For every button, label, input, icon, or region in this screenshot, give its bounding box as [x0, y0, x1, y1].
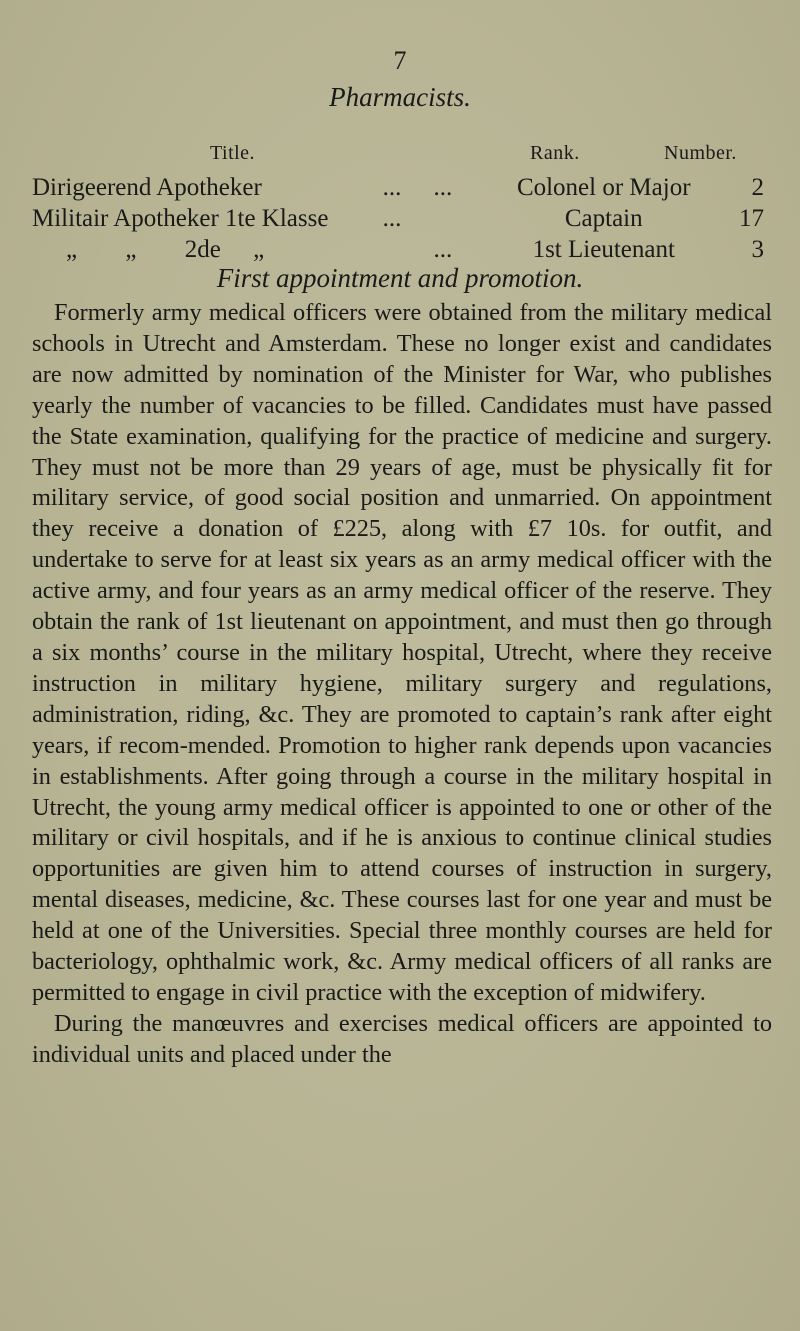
table-row [32, 234, 772, 265]
title-cell: Militair Apotheker 1te Klasse [32, 205, 329, 232]
column-header-number: Number. [664, 142, 737, 164]
paragraph: Formerly army medical officers were obtained from the military medical schools in Utrecht and Amsterdam. These no longer exist and candidates are now admitted by nomination of the Minister for War, who publishes yearly the number of vacancies to be filled. Candidates must have passed the State examination, qualifying for the practice of medicine and surgery. They must not be more than 29 years of age, must be physically fit for military service, of good social position and unmarried. On appointment they receive a donation of £225, along with £7 10s. for outfit, and undertake to serve for at least six years as an army medical officer with the active army, and four years as an army medical officer of the reserve. They obtain the rank of 1st lieutenant on appointment, and must then go through a six months’ course in the military hospital, Utrecht, where they receive instruction in military hygiene, military surgery and regulations, administration, riding, &c. They are promoted to captain’s rank after eight years, if recom-mended. Promotion to higher rank depends upon vacancies in establishments. After going through a course in the military hospital in Utrecht, the young army medical officer is appointed to one or other of the military or civil hospitals, and if he is anxious to continue clinical studies opportunities are given him to attend courses of instruction in surgery, mental diseases, medicine, &c. These courses last for one year and must be held at one of the Universities. Special three monthly courses are held for bacteriology, ophthalmic work, &c. Army medical officers of all ranks are permitted to engage in civil practice with the exception of midwifery. [32, 299, 772, 1006]
paragraph: During the manœuvres and exercises medical officers are appointed to individual units and placed under the [32, 1009, 772, 1068]
page-number: 7 [393, 46, 407, 75]
leader-dots: ... [433, 236, 453, 263]
leader-dots: ... [433, 174, 453, 201]
number-cell: 2 [751, 174, 764, 201]
rank-cell: 1st Lieutenant [532, 236, 675, 263]
number-cell: 3 [751, 236, 764, 263]
class-suffix: 2de [184, 236, 221, 263]
body-text [32, 298, 772, 1071]
column-header-title: Title. [210, 142, 256, 164]
rank-cell: Captain [564, 205, 643, 232]
title-cell: Dirigeerend Apotheker [32, 174, 262, 201]
ditto-mark: „ [253, 236, 265, 263]
ditto-mark: „ [125, 236, 137, 263]
subheading: First appointment and promotion. [216, 263, 584, 293]
table-row [32, 203, 772, 234]
number-cell: 17 [739, 205, 764, 232]
leader-dots: ... [382, 174, 402, 201]
leader-dots: ... [382, 205, 402, 232]
section-title: Pharmacists. [329, 82, 471, 112]
title-cell [32, 234, 383, 265]
leader-dots [383, 234, 434, 265]
leader-dots [433, 203, 474, 234]
rank-cell: Colonel or Major [516, 174, 691, 201]
table-row [32, 172, 772, 203]
column-header-rank: Rank. [530, 142, 580, 164]
ditto-mark: „ [66, 236, 78, 263]
pharmacist-rank-table [32, 172, 772, 265]
